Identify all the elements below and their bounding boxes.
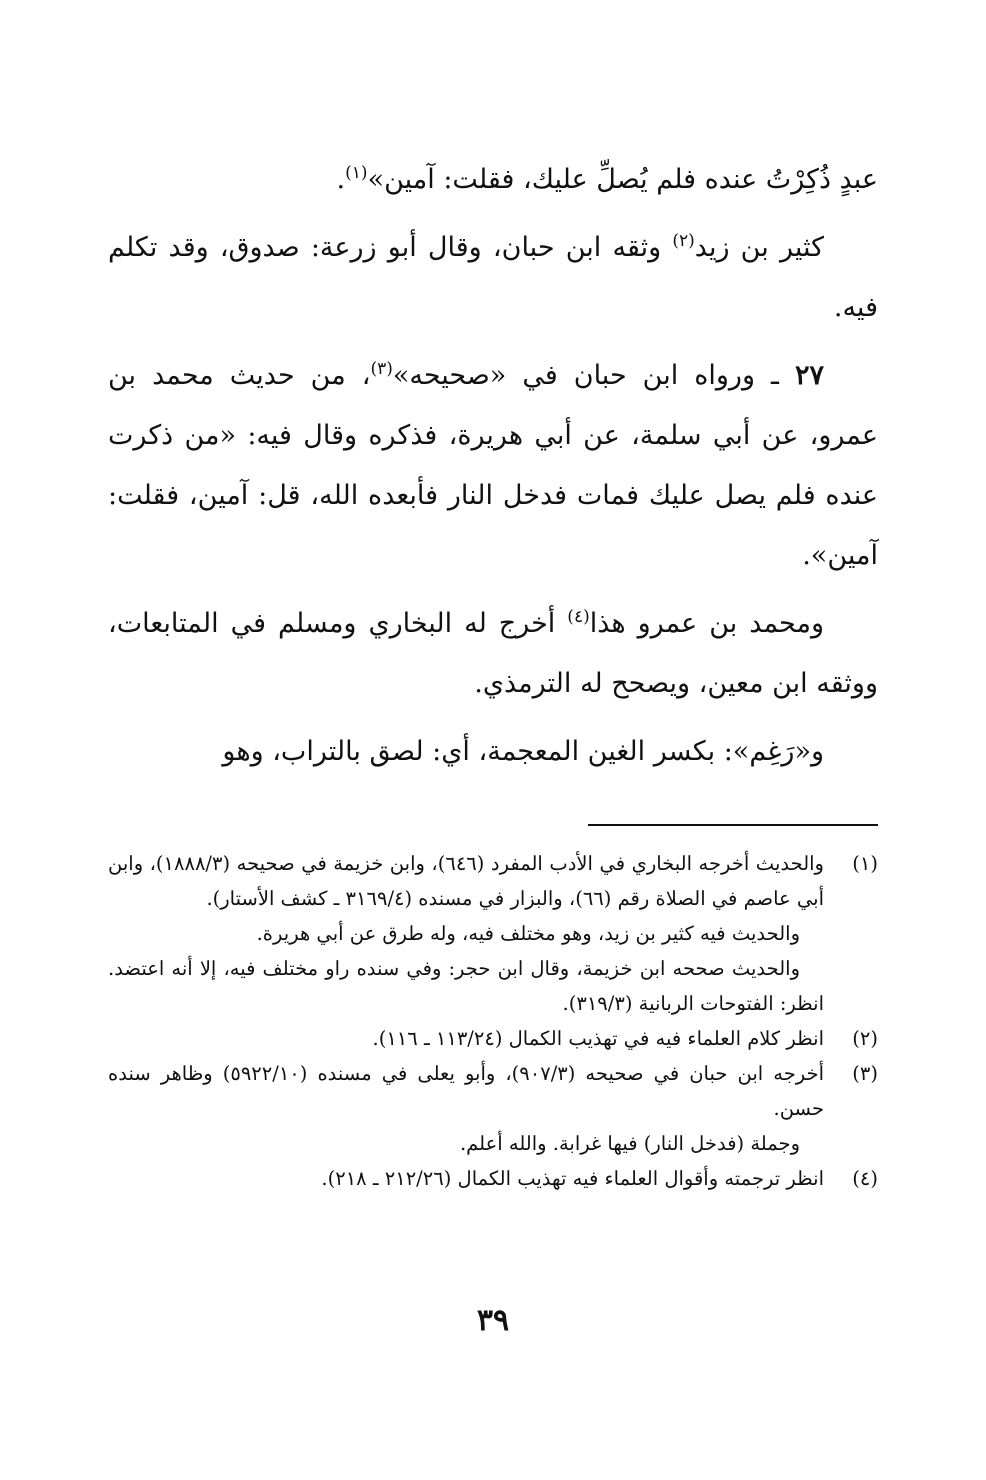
- paragraph-3-text-end: ، من حديث محمد بن عمرو، عن أبي سلمة، عن أبي هريرة، فذكره وقال فيه: «من ذكرت عنده فلم يصل عليك فمات فدخل النار فأبعده الله، قل: آمين، فقلت: آمين».: [108, 360, 878, 571]
- footnote-1-continuation-2: والحديث صححه ابن خزيمة، وقال ابن حجر: وفي سنده راو مختلف فيه، إلا أنه اعتضد. انظر: الفتوحات الربانية (٣١٩/٣).: [108, 957, 824, 1015]
- footnote-ref-3[interactable]: (٣): [370, 359, 393, 379]
- footnote-divider: [588, 824, 878, 826]
- main-text: [108, 150, 878, 790]
- paragraph-4-text-start: ومحمد بن عمرو هذا: [589, 608, 824, 639]
- paragraph-3-text-start: ـ ورواه ابن حبان في «صحيحه»: [392, 360, 795, 391]
- footnote-ref-4[interactable]: (٤): [567, 607, 590, 627]
- paragraph-5: و«رَغِم»: بكسر الغين المعجمة، أي: لصق بالتراب، وهو: [222, 736, 824, 767]
- footnote-2: [108, 1021, 878, 1056]
- paragraph-4-text-end: أخرج له البخاري ومسلم في المتابعات، ووثقه ابن معين، ويصحح له الترمذي.: [108, 608, 878, 699]
- paragraph-4: [108, 594, 878, 714]
- paragraph-1: [108, 150, 878, 210]
- footnotes-section: [108, 846, 878, 1196]
- hadith-number: ٢٧: [794, 360, 824, 391]
- footnote-ref-2[interactable]: (٢): [672, 231, 695, 251]
- paragraph-2-text-start: كثير بن زيد: [694, 232, 824, 263]
- footnote-4: [108, 1161, 878, 1196]
- footnote-3-text: أخرجه ابن حبان في صحيحه (٩٠٧/٣)، وأبو يعلى في مسنده (٥٩٢٢/١٠) وظاهر سنده حسن.: [108, 1062, 824, 1120]
- paragraph-3: [108, 346, 878, 586]
- paragraph-1-end: .: [336, 164, 346, 195]
- footnote-2-text: انظر كلام العلماء فيه في تهذيب الكمال (١١٣/٢٤ ـ ١١٦).: [372, 1027, 824, 1050]
- footnote-1-text: والحديث أخرجه البخاري في الأدب المفرد (٦٤٦)، وابن خزيمة في صحيحه (١٨٨٨/٣)، وابن أبي عاصم في الصلاة رقم (٦٦)، والبزار في مسنده (٣١٦٩/٤ ـ كشف الأستار).: [108, 852, 824, 910]
- paragraph-1-text: عبدٍ ذُكِرْتُ عنده فلم يُصلِّ عليك، فقلت: آمين»: [367, 164, 878, 195]
- footnote-3: [108, 1056, 878, 1126]
- page-number: ٣٩: [476, 1303, 510, 1338]
- footnote-1: [108, 846, 878, 916]
- footnote-2-number: (٢): [852, 1027, 878, 1050]
- footnote-3-continuation-1: وجملة (فدخل النار) فيها غرابة. والله أعلم.: [459, 1132, 800, 1155]
- footnote-3-number: (٣): [852, 1062, 878, 1085]
- footnote-1-continuation-1: والحديث فيه كثير بن زيد، وهو مختلف فيه، وله طرق عن أبي هريرة.: [256, 922, 800, 945]
- paragraph-2-text-end: وثقه ابن حبان، وقال أبو زرعة: صدوق، وقد تكلم فيه.: [108, 232, 878, 323]
- footnote-4-number: (٤): [852, 1167, 878, 1190]
- footnote-4-text: انظر ترجمته وأقوال العلماء فيه تهذيب الكمال (٢١٢/٢٦ ـ ٢١٨).: [321, 1167, 824, 1190]
- footnote-ref-1[interactable]: (١): [345, 163, 368, 183]
- footnote-1-number: (١): [852, 852, 878, 875]
- paragraph-2: [108, 218, 878, 338]
